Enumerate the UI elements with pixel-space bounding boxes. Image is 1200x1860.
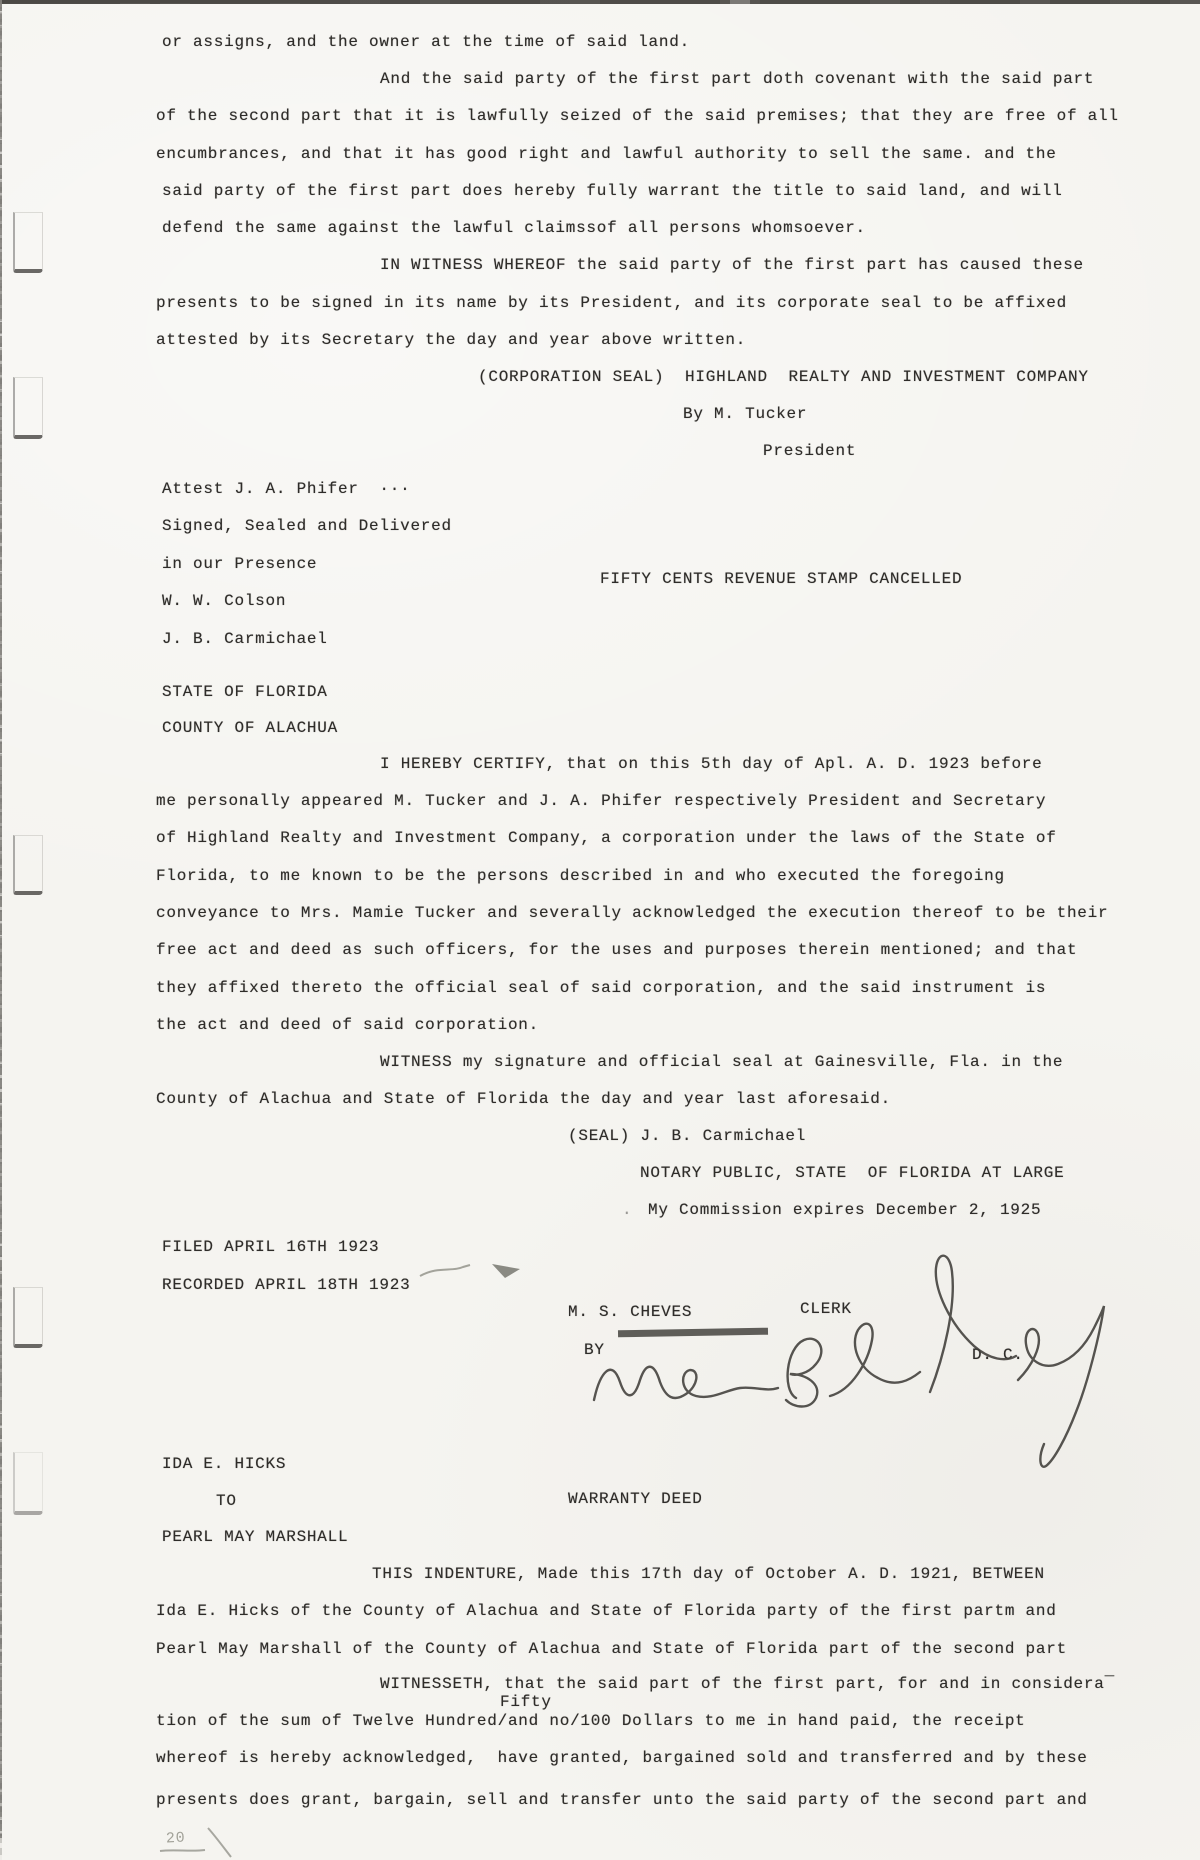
pencil-squiggle [420,1264,520,1278]
typed-line: presents to be signed in its name by its President, and its corporate seal to be affixed [156,294,1067,312]
clerk-title-line: CLERK [800,1300,852,1318]
page-edge-line [0,0,2,1860]
typed-line: IN WITNESS WHEREOF the said party of the first part has caused these [380,256,1084,274]
grantee-name-line: PEARL MAY MARSHALL [162,1528,349,1546]
typed-line: THIS INDENTURE, Made this 17th day of October A. D. 1921, BETWEEN [372,1565,1045,1583]
witness-line: W. W. Colson [162,592,287,610]
notary-title-line: NOTARY PUBLIC, STATE OF FLORIDA AT LARGE [640,1164,1065,1182]
deputy-clerk-label: D. C. [972,1346,1024,1364]
typed-line: whereof is hereby acknowledged, have granted, bargained sold and transferred and by these [156,1749,1088,1767]
typed-line: said party of the first part does hereby fully warrant the title to said land, and will [162,182,1063,200]
typed-line: or assigns, and the owner at the time of said land. [162,33,690,51]
typed-line: WITNESSETH, that the said part of the first part, for and in considera¯ [380,1675,1115,1693]
typed-strikethrough [618,1328,768,1338]
attest-line: Attest J. A. Phifer ··· [162,480,411,498]
typed-line: encumbrances, and that it has good right and lawful authority to sell the same. and the [156,145,1057,163]
revenue-stamp-line: FIFTY CENTS REVENUE STAMP CANCELLED [600,570,963,588]
notary-seal-line: (SEAL) J. B. Carmichael [568,1127,807,1145]
typed-line: tion of the sum of Twelve Hundred/and no/100 Dollars to me in hand paid, the receipt [156,1712,1026,1730]
clerk-name-line: M. S. CHEVES [568,1303,693,1321]
typed-line: Florida, to me known to be the persons described in and who executed the foregoing [156,867,1005,885]
typed-line: of Highland Realty and Investment Company, a corporation under the laws of the State of [156,829,1057,847]
recorded-stamp-line: RECORDED APRIL 18TH 1923 [162,1276,411,1294]
county-line: COUNTY OF ALACHUA [162,719,338,737]
typed-line: free act and deed as such officers, for the uses and purposes therein mentioned; and that [156,941,1078,959]
typed-line: defend the same against the lawful claimssof all persons whomsoever. [162,219,866,237]
commission-expiry-line: My Commission expires December 2, 1925 [648,1201,1042,1219]
state-line: STATE OF FLORIDA [162,683,328,701]
typed-line: Ida E. Hicks of the County of Alachua and State of Florida party of the first partm and [156,1602,1057,1620]
typed-line: And the said party of the first part doth covenant with the said part [380,70,1095,88]
typed-line: I HEREBY CERTIFY, that on this 5th day of Apl. A. D. 1923 before [380,755,1043,773]
typed-line: in our Presence [162,555,318,573]
margin-binder-mark [13,835,43,895]
typed-line: the act and deed of said corporation. [156,1016,540,1034]
by-label: BY [584,1341,605,1359]
typed-line: TO [216,1492,237,1510]
typed-line: conveyance to Mrs. Mamie Tucker and severally acknowledged the execution thereof to be their [156,904,1109,922]
typed-line: of the second part that it is lawfully seized of the said premises; that they are free of all [156,107,1119,125]
president-signer-line: By M. Tucker [683,405,808,423]
corporation-seal-line: (CORPORATION SEAL) HIGHLAND REALTY AND INVESTMENT COMPANY [478,368,1089,386]
margin-binder-mark [13,212,43,273]
typed-line: Pearl May Marshall of the County of Alachua and State of Florida part of the second part [156,1640,1067,1658]
typed-line: Signed, Sealed and Delivered [162,517,452,535]
typed-line: WITNESS my signature and official seal at Gainesville, Fla. in the [380,1053,1064,1071]
margin-binder-mark [13,1452,43,1515]
grantor-name-line: IDA E. HICKS [162,1455,287,1473]
margin-binder-mark [13,1287,43,1348]
typed-line: President [763,442,857,460]
margin-binder-mark [13,377,43,439]
typed-line: attested by its Secretary the day and year above written. [156,331,747,349]
typed-line: they affixed thereto the official seal of said corporation, and the said instrument is [156,979,1047,997]
typed-line: me personally appeared M. Tucker and J. A. Phifer respectively President and Secretary [156,792,1047,810]
filed-stamp-line: FILED APRIL 16TH 1923 [162,1238,380,1256]
deputy-clerk-signature [594,1256,1104,1467]
typed-line: County of Alachua and State of Florida the day and year last aforesaid. [156,1090,891,1108]
typed-line: presents does grant, bargain, sell and transfer unto the said party of the second part and [156,1791,1088,1809]
interlineation-fifty: Fifty [500,1693,552,1711]
witness-line: J. B. Carmichael [162,630,328,648]
typed-line: · [622,1204,633,1222]
warranty-deed-heading: WARRANTY DEED [568,1490,703,1508]
pencil-page-note: 20 [165,1829,186,1848]
bottom-rule [0,0,1200,4]
